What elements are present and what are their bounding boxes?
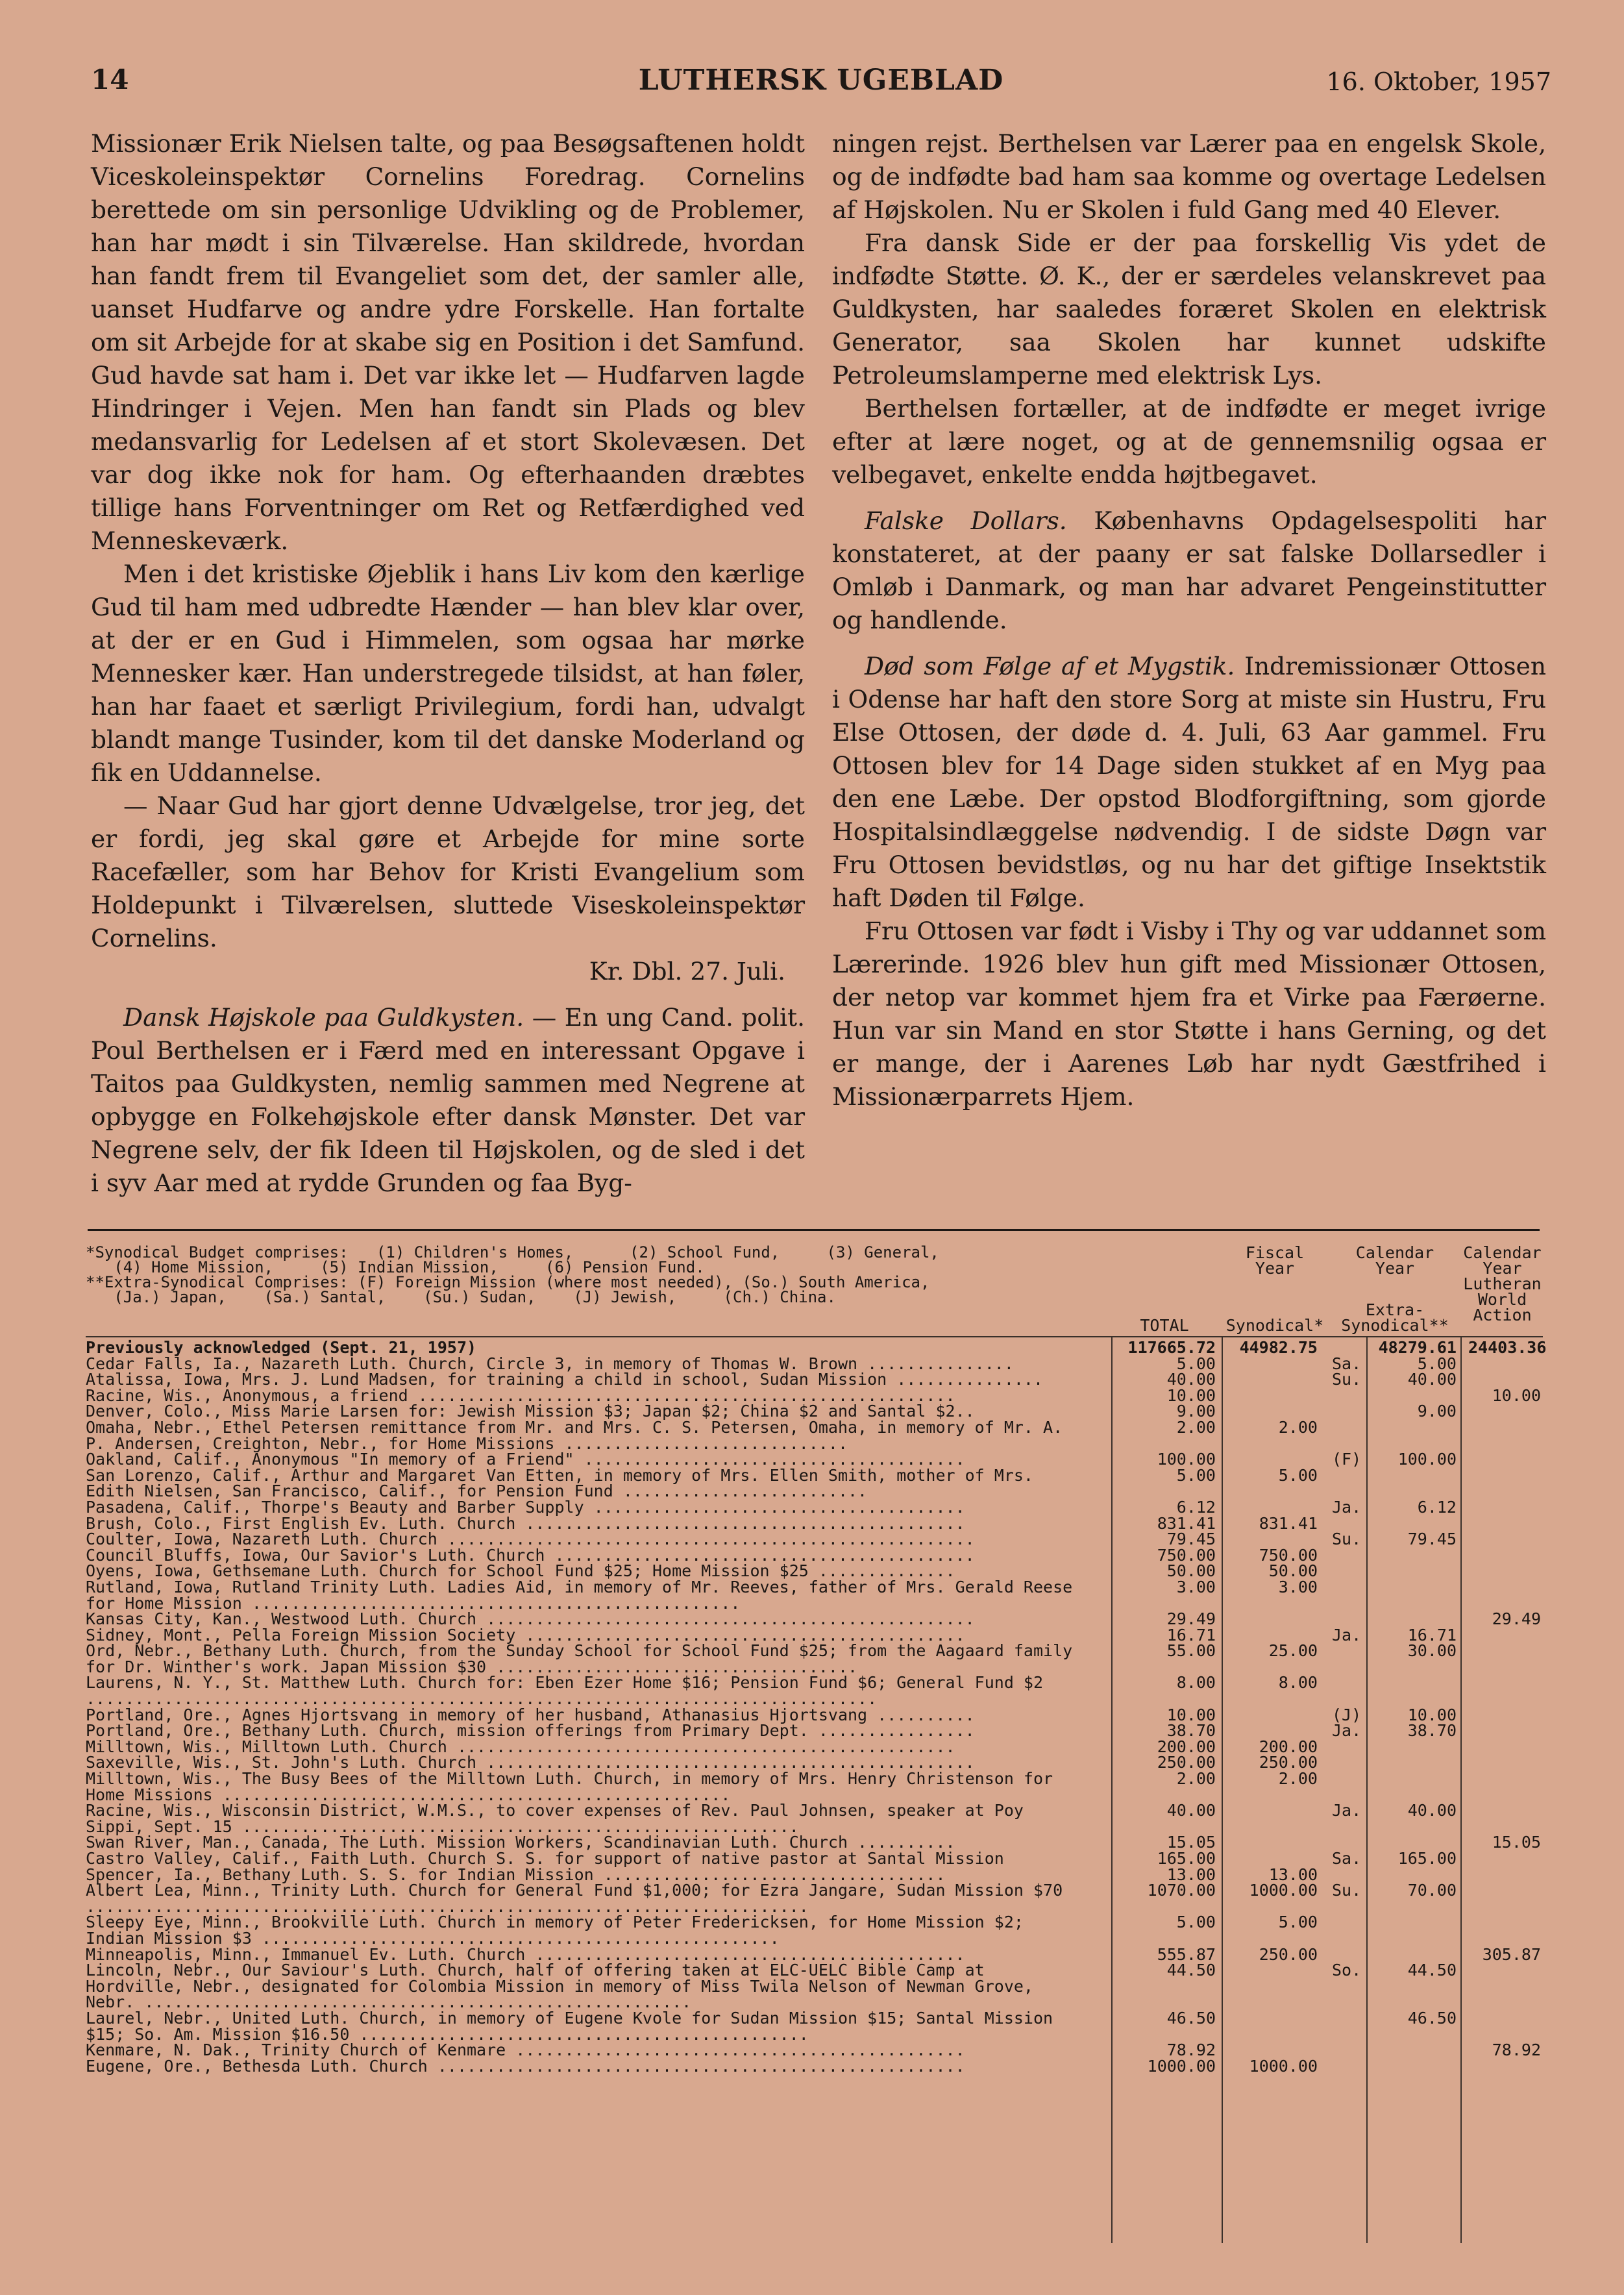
table-row [86, 1643, 1543, 1675]
cell-total: 200.00 [1157, 1737, 1216, 1756]
row-description: Sidney, Mont., Pella Foreign Mission Society ............................................. [86, 1625, 965, 1644]
row-description: Minneapolis, Minn., Immanuel Ev. Luth. Church ............................................ [86, 1944, 965, 1964]
paragraph: Fru Ottosen var født i Visby i Thy og var uddannet som Lærerinde. 1926 blev hun gift med Missionær Ottosen, der netop var kommet hjem fra et Virke paa Færøerne. Hun var sin Mand en stor Støtte i hans Gerning, og det er mange, der i Aarenes Løb har nydt Gæstfrihed i Missionærparrets Hjem. [832, 917, 1546, 1111]
cell-lwa: 24403.36 [1468, 1338, 1547, 1357]
cell-total: 9.00 [1176, 1402, 1216, 1421]
table-row [86, 1963, 1543, 2011]
cell-total: 117665.72 [1127, 1338, 1216, 1357]
row-description: San Lorenzo, Calif., Arthur and Margaret Van Etten, in memory of Mrs. Ellen Smith, mother of Mrs. Edith Nielsen, San Francisco, Calif., for Pension Fund ......................... [86, 1465, 1044, 1501]
cell-fund-code: Su. [1332, 1530, 1362, 1549]
cell-total: 1000.00 [1147, 2056, 1216, 2076]
cell-fund-code: Ja. [1332, 1801, 1362, 1820]
table-row [86, 1771, 1543, 1803]
cell-total: 8.00 [1176, 1673, 1216, 1693]
paragraph: ningen rejst. Berthelsen var Lærer paa en engelsk Skole, og de indfødte bad ham saa komme og overtage Ledelsen af Højskolen. Nu er Skolen i fuld Gang med 40 Elever. [832, 129, 1546, 224]
cell-extra-synodical: 40.00 [1407, 1370, 1457, 1389]
paragraph: Men i det kristiske Øjeblik i hans Liv kom den kærlige Gud til ham med udbredte Hænder — han blev klar over, at der er en Gud i Himmelen, som ogsaa har mørke Mennesker kær. Han understregede tilsidst, at han føler, han har faaet et særligt Privilegium, fordi han, udvalgt blandt mange Tusinder, kom til det danske Moderland og fik en Uddannelse. [91, 560, 805, 787]
row-description: Castro Valley, Calif., Faith Luth. Church S. S. for support of native pastor at Santal Mission [86, 1849, 1004, 1868]
cell-fund-code: Ja. [1332, 1625, 1362, 1644]
table-row [86, 2056, 1543, 2076]
column-rule [1460, 1337, 1462, 2243]
cell-extra-synodical: 46.50 [1407, 2008, 1457, 2028]
row-description: Omaha, Nebr., Ethel Petersen remittance from Mr. and Mrs. C. S. Petersen, Omaha, in memory of Mr. A. P. Andersen, Creighton, Nebr., for Home Missions ............................. [86, 1417, 1073, 1453]
cell-extra-synodical: 10.00 [1407, 1705, 1457, 1724]
row-description: Portland, Ore., Bethany Luth. Church, mission offerings from Primary Dept. ................ [86, 1721, 975, 1741]
page-number: 14 [91, 64, 129, 95]
cell-synodical: 1000.00 [1249, 1881, 1318, 1900]
table-row [86, 1417, 1543, 1453]
article-paragraph [91, 1001, 805, 1200]
row-description: Laurens, N. Y., St. Matthew Luth. Church for: Eben Ezer Home $16; Pension Fund $6; General Fund $2 ................................................................................. [86, 1673, 1053, 1709]
cell-total: 50.00 [1166, 1561, 1216, 1581]
cell-extra-synodical: 6.12 [1417, 1497, 1457, 1517]
table-row [86, 1675, 1543, 1707]
col-header-lwa: Calendar Year Lutheran World Action [1463, 1243, 1542, 1324]
cell-total: 250.00 [1157, 1753, 1216, 1772]
table-row [86, 1915, 1543, 1946]
row-description: Saxeville, Wis., St. John's Luth. Church .................................................. [86, 1753, 975, 1772]
cell-total: 165.00 [1157, 1849, 1216, 1868]
paragraph: Berthelsen fortæller, at de indfødte er meget ivrige efter at lære noget, og at de gennemsnilig ogsaa er velbegavet, enkelte endda højtbegavet. [832, 394, 1546, 489]
cell-total: 10.00 [1166, 1385, 1216, 1405]
cell-total: 2.00 [1176, 1769, 1216, 1789]
cell-synodical: 200.00 [1259, 1737, 1318, 1756]
left-column [91, 127, 805, 1200]
paragraph: — Naar Gud har gjort denne Udvælgelse, tror jeg, det er fordi, jeg skal gøre et Arbejde for mine sorte Racefæller, som har Behov for Kristi Evangelium som Holdepunkt i Tilværelsen, sluttede Viseskoleinspektør Cornelins. [91, 791, 805, 952]
table-body [86, 1338, 1547, 2076]
article-heading: Dansk Højskole paa Guldkysten. [123, 1003, 524, 1032]
table-row [86, 1851, 1543, 1867]
column-rule [1366, 1337, 1368, 2243]
cell-synodical: 831.41 [1259, 1513, 1318, 1533]
section-divider [88, 1229, 1540, 1231]
cell-synodical: 2.00 [1278, 1769, 1318, 1789]
cell-total: 40.00 [1166, 1370, 1216, 1389]
cell-total: 40.00 [1166, 1801, 1216, 1820]
cell-total: 3.00 [1176, 1577, 1216, 1596]
row-description: Council Bluffs, Iowa, Our Savior's Luth. Church ........................................... [86, 1545, 975, 1565]
col-header-extra-synodical: Extra- Synodical** [1341, 1300, 1449, 1335]
cell-total: 5.00 [1176, 1465, 1216, 1485]
cell-fund-code: (J) [1332, 1705, 1362, 1724]
cell-total: 15.05 [1166, 1833, 1216, 1852]
cell-extra-synodical: 40.00 [1407, 1801, 1457, 1820]
cell-fund-code: (F) [1332, 1450, 1362, 1469]
table-row [86, 2008, 1543, 2044]
row-description: Coulter, Iowa, Nazareth Luth. Church ...................................................... [86, 1530, 975, 1549]
row-description: Eugene, Ore., Bethesda Luth. Church ...................................................... [86, 2056, 965, 2076]
cell-synodical: 250.00 [1259, 1753, 1318, 1772]
row-description: Brush, Colo., First English Ev. Luth. Church ............................................. [86, 1513, 965, 1533]
cell-synodical: 250.00 [1259, 1944, 1318, 1964]
cell-extra-synodical: 16.71 [1407, 1625, 1457, 1644]
cell-total: 79.45 [1166, 1530, 1216, 1549]
right-column [832, 127, 1546, 1113]
cell-lwa: 305.87 [1482, 1944, 1541, 1964]
cell-total: 38.70 [1166, 1721, 1216, 1741]
paragraph: Missionær Erik Nielsen talte, og paa Besøgsaftenen holdt Viceskoleinspektør Cornelins Foredrag. Cornelins berettede om sin personlige Udvikling og de Problemer, han har mødt i sin Tilværelse. Han skildrede, hvordan han fandt frem til Evangeliet som det, der samler alle, uanset Hudfarve og andre ydre Forskelle. Han fortalte om sit Arbejde for at skabe sig en Position i det Samfund. Gud havde sat ham i. Det var ikke let — Hudfarven lagde Hindringer i Vejen. Men han fandt sin Plads og blev medansvarlig for Ledelsen af et stort Skolevæsen. Det var dog ikke nok for ham. Og efterhaanden dræbtes tillige hans Forventninger om Ret og Retfærdighed ved Menneskeværk. [91, 129, 805, 555]
article-paragraph [832, 504, 1546, 637]
cell-fund-code: Ja. [1332, 1497, 1362, 1517]
cell-total: 750.00 [1157, 1545, 1216, 1565]
cell-lwa: 15.05 [1492, 1833, 1541, 1852]
cell-synodical: 3.00 [1278, 1577, 1318, 1596]
cell-synodical: 44982.75 [1239, 1338, 1318, 1357]
row-description: Sleepy Eye, Minn., Brookville Luth. Church in memory of Peter Fredericksen, for Home Mission $2; Indian Mission $3 ..................................................... [86, 1913, 1033, 1948]
cell-total: 44.50 [1166, 1961, 1216, 1980]
cell-synodical: 25.00 [1268, 1641, 1318, 1661]
cell-fund-code: Ja. [1332, 1721, 1362, 1741]
cell-total: 29.49 [1166, 1609, 1216, 1629]
row-description: Previously acknowledged (Sept. 21, 1957) [86, 1338, 477, 1357]
cell-total: 10.00 [1166, 1705, 1216, 1724]
row-description: Oakland, Calif., Anonymous "In memory of a Friend" ....................................... [86, 1450, 965, 1469]
cell-synodical: 8.00 [1278, 1673, 1318, 1693]
row-description: Albert Lea, Minn., Trinity Luth. Church for General Fund $1,000; for Ezra Jangare, Sudan Mission $70 .......................................................................... [86, 1881, 1073, 1916]
previous-total-row [86, 1338, 1547, 1357]
cell-synodical: 1000.00 [1249, 2056, 1318, 2076]
row-description: Ord, Nebr., Bethany Luth. Church, from the Sunday School for School Fund $25; from the Aagaard family for Dr. Winther's work. Japan Mission $30 ..................................... [86, 1641, 1083, 1676]
row-description: Cedar Falls, Ia., Nazareth Luth. Church, Circle 3, in memory of Thomas W. Brown ............... [86, 1354, 1014, 1373]
cell-total: 555.87 [1157, 1944, 1216, 1964]
cell-total: 46.50 [1166, 2008, 1216, 2028]
cell-total: 2.00 [1176, 1417, 1216, 1437]
table-row [86, 1611, 1543, 1628]
table-notes: *Synodical Budget comprises: (1) Children's Homes, (2) School Fund, (3) General, (4) Home Mission, (5) Indian Mission, (6) Pension Fund. **Extra-Synodical Comprises: (F) Foreign Mission (where most needed), (So.) South America, (Ja.) Japan, (Sa.) Santal, (Su.) Sudan, (J) Jewish, (Ch.) China. [86, 1243, 939, 1306]
row-description: Laurel, Nebr., United Luth. Church, in memory of Eugene Kvole for Sudan Mission $15; Santal Mission $15; So. Am. Mission $16.50 .............................................. [86, 2008, 1063, 2044]
row-description: Oyens, Iowa, Gethsemane Luth. Church for School Fund $25; Home Mission $25 .............. [86, 1561, 955, 1581]
row-description: Racine, Wis., Anonymous, a friend ....................................................... [86, 1385, 955, 1405]
cell-lwa: 10.00 [1492, 1385, 1541, 1405]
column-rule [1111, 1337, 1113, 2243]
table-row [86, 1577, 1543, 1613]
cell-total: 55.00 [1166, 1641, 1216, 1661]
cell-synodical: 50.00 [1268, 1561, 1318, 1581]
paragraph: Fra dansk Side er der paa forskellig Vis ydet de indfødte Støtte. Ø. K., der er særdeles velanskrevet paa Guldkysten, har saaledes foræret Skolen en elektrisk Generator, saa Skolen har kunnet udskifte Petroleumslamperne med elektrisk Lys. [832, 229, 1546, 390]
row-description: Racine, Wis., Wisconsin District, W.M.S., to cover expenses of Rev. Paul Johnsen, speaker at Poy Sippi, Sept. 15 ......................................................... [86, 1801, 1033, 1836]
cell-synodical: 13.00 [1268, 1865, 1318, 1884]
table-row [86, 1883, 1543, 1915]
col-header-calendar: Calendar Year [1355, 1243, 1434, 1278]
cell-fund-code: So. [1332, 1961, 1362, 1980]
cell-total: 1070.00 [1147, 1881, 1216, 1900]
cell-lwa: 78.92 [1492, 2041, 1541, 2060]
article-heading: Død som Følge af et Mygstik. [865, 652, 1235, 680]
cell-extra-synodical: 30.00 [1407, 1641, 1457, 1661]
cell-fund-code: Su. [1332, 1881, 1362, 1900]
cell-extra-synodical: 100.00 [1397, 1450, 1457, 1469]
source-signature: Kr. Dbl. 27. Juli. [589, 957, 785, 986]
row-description: Denver, Colo., Miss Marie Larsen for: Jewish Mission $3; Japan $2; China $2 and Santal $2.. [86, 1402, 975, 1421]
cell-extra-synodical: 5.00 [1417, 1354, 1457, 1373]
article-heading: Falske Dollars. [865, 506, 1067, 535]
row-description: Kansas City, Kan., Westwood Luth. Church .................................................. [86, 1609, 975, 1629]
cell-extra-synodical: 165.00 [1397, 1849, 1457, 1868]
article-text: Indremissionær Ottosen i Odense har haft den store Sorg at miste sin Hustru, Fru Else Ottosen, der døde d. 4. Juli, 63 Aar gammel. Fru Ottosen blev for 14 Dage siden stukket af en Myg paa den ene Læbe. Der opstod Blodforgiftning, som gjorde Hospitalsindlæggelse nødvendig. I de sidste Døgn var Fru Ottosen bevidstløs, og nu har det giftige Insektstik haft Døden til Følge. [832, 652, 1547, 912]
row-description: Rutland, Iowa, Rutland Trinity Luth. Ladies Aid, in memory of Mr. Reeves, father of Mrs. Gerald Reese for Home Mission .................................................. [86, 1577, 1083, 1613]
cell-lwa: 29.49 [1492, 1609, 1541, 1629]
col-header-total: TOTAL [1140, 1316, 1189, 1335]
row-description: Portland, Ore., Agnes Hjortsvang in memory of her husband, Athanasius Hjortsvang .......... [86, 1705, 975, 1724]
cell-extra-synodical: 9.00 [1417, 1402, 1457, 1421]
cell-fund-code: Sa. [1332, 1354, 1362, 1373]
article-text: Københavns Opdagelsespoliti har konstateret, at der paany er sat falske Dollarsedler i Omløb i Danmark, og man har advaret Pengeinstitutter og handlende. [832, 506, 1547, 634]
col-header-fiscal: Fiscal Year [1245, 1243, 1305, 1278]
row-description: Spencer, Ia., Bethany Luth. S. S. for Indian Mission ................................... [86, 1865, 946, 1884]
cell-total: 5.00 [1176, 1913, 1216, 1932]
issue-date: 16. Oktober, 1957 [1326, 68, 1551, 96]
article-paragraph [832, 650, 1546, 915]
row-description: Milltown, Wis., Milltown Luth. Church ................................................... [86, 1737, 955, 1756]
cell-total: 831.41 [1157, 1513, 1216, 1533]
article-text: — En ung Cand. polit. Poul Berthelsen er i Færd med en interessant Opgave i Taitos paa Guldkysten, nemlig sammen med Negrene at opbygge en Folkehøjskole efter dansk Mønster. Det var Negrene selv, der fik Ideen til Højskolen, og de sled i det i syv Aar med at rydde Grunden og faa Byg- [91, 1003, 805, 1197]
row-description: Lincoln, Nebr., Our Saviour's Luth. Church, half of offering taken at ELC-UELC Bible Camp at Hordville, Nebr., designated for Colombia Mission in memory of Miss Twila Nelson of Newman Grove, Nebr. ........................................................ [86, 1961, 1044, 2012]
publication-title: LUTHERSK UGEBLAD [638, 64, 1004, 97]
cell-synodical: 5.00 [1278, 1465, 1318, 1485]
table-row [86, 1803, 1543, 1835]
row-description: Kenmare, N. Dak., Trinity Church of Kenmare .............................................. [86, 2041, 965, 2060]
row-description: Swan River, Man., Canada, The Luth. Mission Workers, Scandinavian Luth. Church .......... [86, 1833, 955, 1852]
column-rule [1222, 1337, 1223, 2243]
cell-synodical: 750.00 [1259, 1545, 1318, 1565]
cell-fund-code: Sa. [1332, 1849, 1362, 1868]
cell-total: 78.92 [1166, 2041, 1216, 2060]
cell-extra-synodical: 70.00 [1407, 1881, 1457, 1900]
cell-synodical: 2.00 [1278, 1417, 1318, 1437]
cell-total: 100.00 [1157, 1450, 1216, 1469]
cell-total: 6.12 [1176, 1497, 1216, 1517]
cell-total: 5.00 [1176, 1354, 1216, 1373]
cell-synodical: 5.00 [1278, 1913, 1318, 1932]
col-header-synodical: Synodical* [1225, 1316, 1324, 1335]
row-description: Atalissa, Iowa, Mrs. J. Lund Madsen, for training a child in school, Sudan Mission ............... [86, 1370, 1044, 1389]
table-row [86, 1465, 1543, 1501]
row-description: Pasadena, Calif., Thorpe's Beauty and Barber Supply ...................................... [86, 1497, 965, 1517]
cell-fund-code: Su. [1332, 1370, 1362, 1389]
page-header [91, 64, 1551, 103]
cell-extra-synodical: 44.50 [1407, 1961, 1457, 1980]
cell-extra-synodical: 48279.61 [1378, 1338, 1457, 1357]
cell-total: 13.00 [1166, 1865, 1216, 1884]
header-rule [86, 1336, 1543, 1337]
table-row [86, 1497, 1543, 1517]
cell-total: 16.71 [1166, 1625, 1216, 1644]
row-description: Milltown, Wis., The Busy Bees of the Milltown Luth. Church, in memory of Mrs. Henry Christenson for Home Missions .................................................... [86, 1769, 1063, 1804]
cell-extra-synodical: 38.70 [1407, 1721, 1457, 1741]
cell-extra-synodical: 79.45 [1407, 1530, 1457, 1549]
